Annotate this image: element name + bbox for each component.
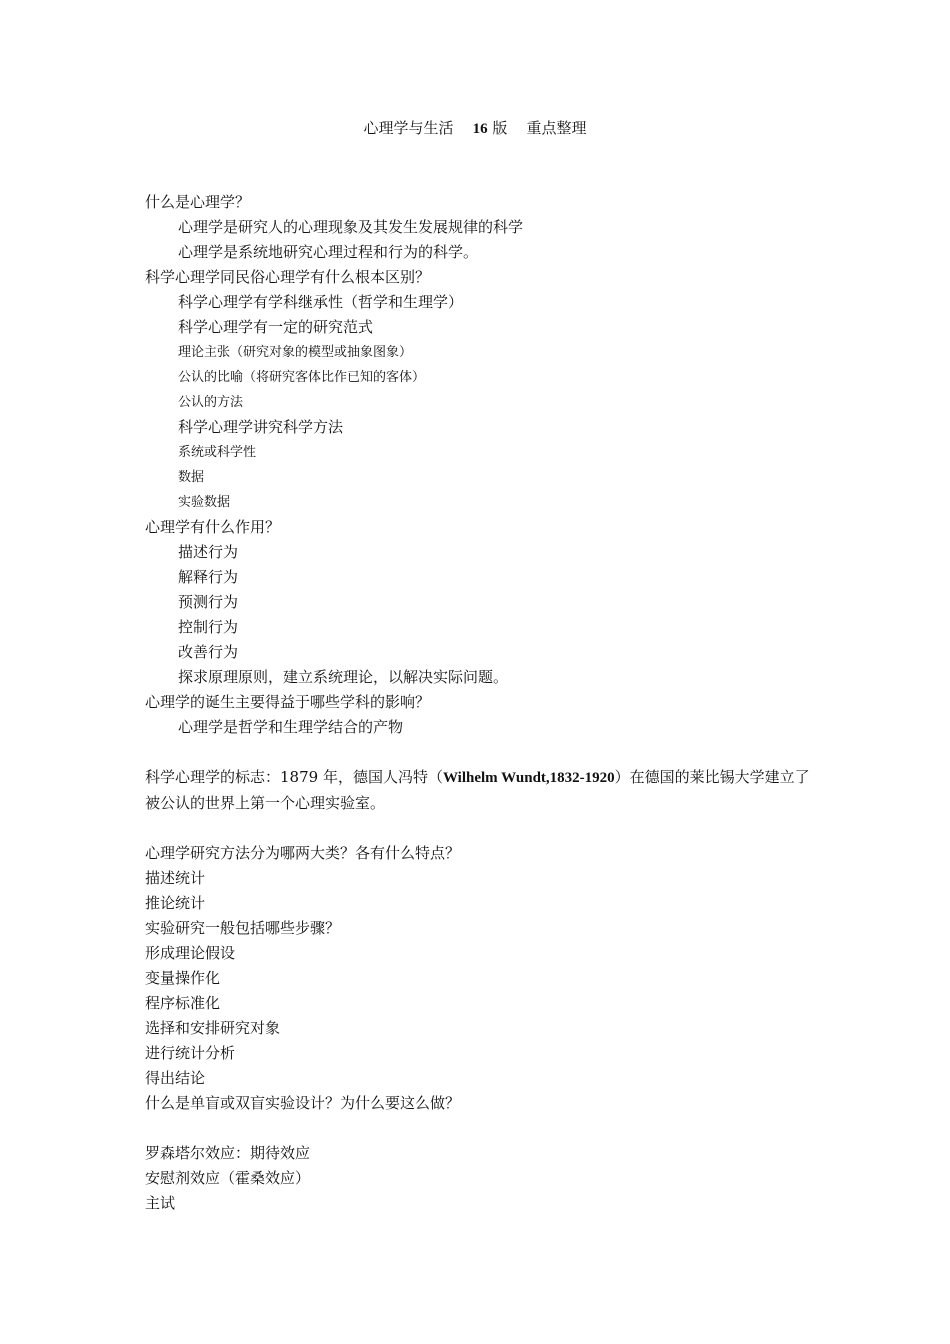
answer-line: 科学心理学讲究科学方法: [178, 418, 344, 436]
sub-item: 公认的方法: [178, 395, 244, 410]
list-item: 程序标准化: [145, 994, 221, 1012]
question-experiment-steps: 实验研究一般包括哪些步骤？: [145, 919, 341, 937]
document-title: [0, 118, 950, 139]
sub-item: 理论主张（研究对象的模型或抽象图象）: [178, 345, 413, 360]
blank-line: [145, 740, 815, 765]
title-edition-number: 16: [472, 121, 488, 137]
list-item: 罗森塔尔效应：期待效应: [145, 1144, 311, 1162]
list-item: 推论统计: [145, 894, 206, 912]
answer-line: 描述行为: [178, 543, 239, 561]
sub-item: 公认的比喻（将研究客体比作已知的客体）: [178, 370, 426, 385]
blank-line: [145, 816, 815, 841]
answer-line: 科学心理学有学科继承性（哲学和生理学）: [178, 293, 464, 311]
answer-line: 预测行为: [178, 593, 239, 611]
sub-item: 数据: [178, 470, 205, 485]
document-body: [145, 190, 815, 1216]
list-item: 安慰剂效应（霍桑效应）: [145, 1169, 311, 1187]
title-part-d: 重点整理: [526, 119, 587, 137]
question-folk-vs-scientific: 科学心理学同民俗心理学有什么根本区别？: [145, 268, 431, 286]
answer-line: 改善行为: [178, 643, 239, 661]
list-item: 得出结论: [145, 1069, 206, 1087]
list-item: 形成理论假设: [145, 944, 236, 962]
answer-line: 探求原理原则，建立系统理论，以解决实际问题。: [178, 668, 509, 686]
answer-line: 心理学是哲学和生理学结合的产物: [178, 718, 404, 736]
wundt-paragraph: [145, 765, 815, 816]
title-part-c: 版: [492, 119, 508, 137]
question-blind-design: 什么是单盲或双盲实验设计？为什么要这么做？: [145, 1094, 461, 1112]
answer-line: 心理学是系统地研究心理过程和行为的科学。: [178, 243, 479, 261]
list-item: 描述统计: [145, 869, 206, 887]
list-item: 进行统计分析: [145, 1044, 236, 1062]
answer-line: 科学心理学有一定的研究范式: [178, 318, 374, 336]
question-origin: 心理学的诞生主要得益于哪些学科的影响？: [145, 693, 431, 711]
wundt-text-after: ）在德国的莱比锡大学建立了被公认的世界上第一个心理实验室。: [145, 768, 810, 812]
answer-line: 控制行为: [178, 618, 239, 636]
blank-line: [145, 1116, 815, 1141]
answer-line: 心理学是研究人的心理现象及其发生发展规律的科学: [178, 218, 524, 236]
list-item: 选择和安排研究对象: [145, 1019, 281, 1037]
sub-item: 实验数据: [178, 495, 231, 510]
answer-line: 解释行为: [178, 568, 239, 586]
question-research-methods: 心理学研究方法分为哪两大类？各有什么特点？: [145, 844, 461, 862]
question-what-is-psychology: 什么是心理学？: [145, 193, 251, 211]
question-function: 心理学有什么作用？: [145, 518, 281, 536]
sub-item: 系统或科学性: [178, 445, 257, 460]
list-item: 变量操作化: [145, 969, 221, 987]
list-item: 主试: [145, 1194, 176, 1212]
title-part-a: 心理学与生活: [363, 119, 454, 137]
wundt-name: Wilhelm Wundt,1832-1920: [442, 770, 615, 786]
wundt-text-before: 科学心理学的标志：1879 年，德国人冯特（: [145, 768, 443, 786]
